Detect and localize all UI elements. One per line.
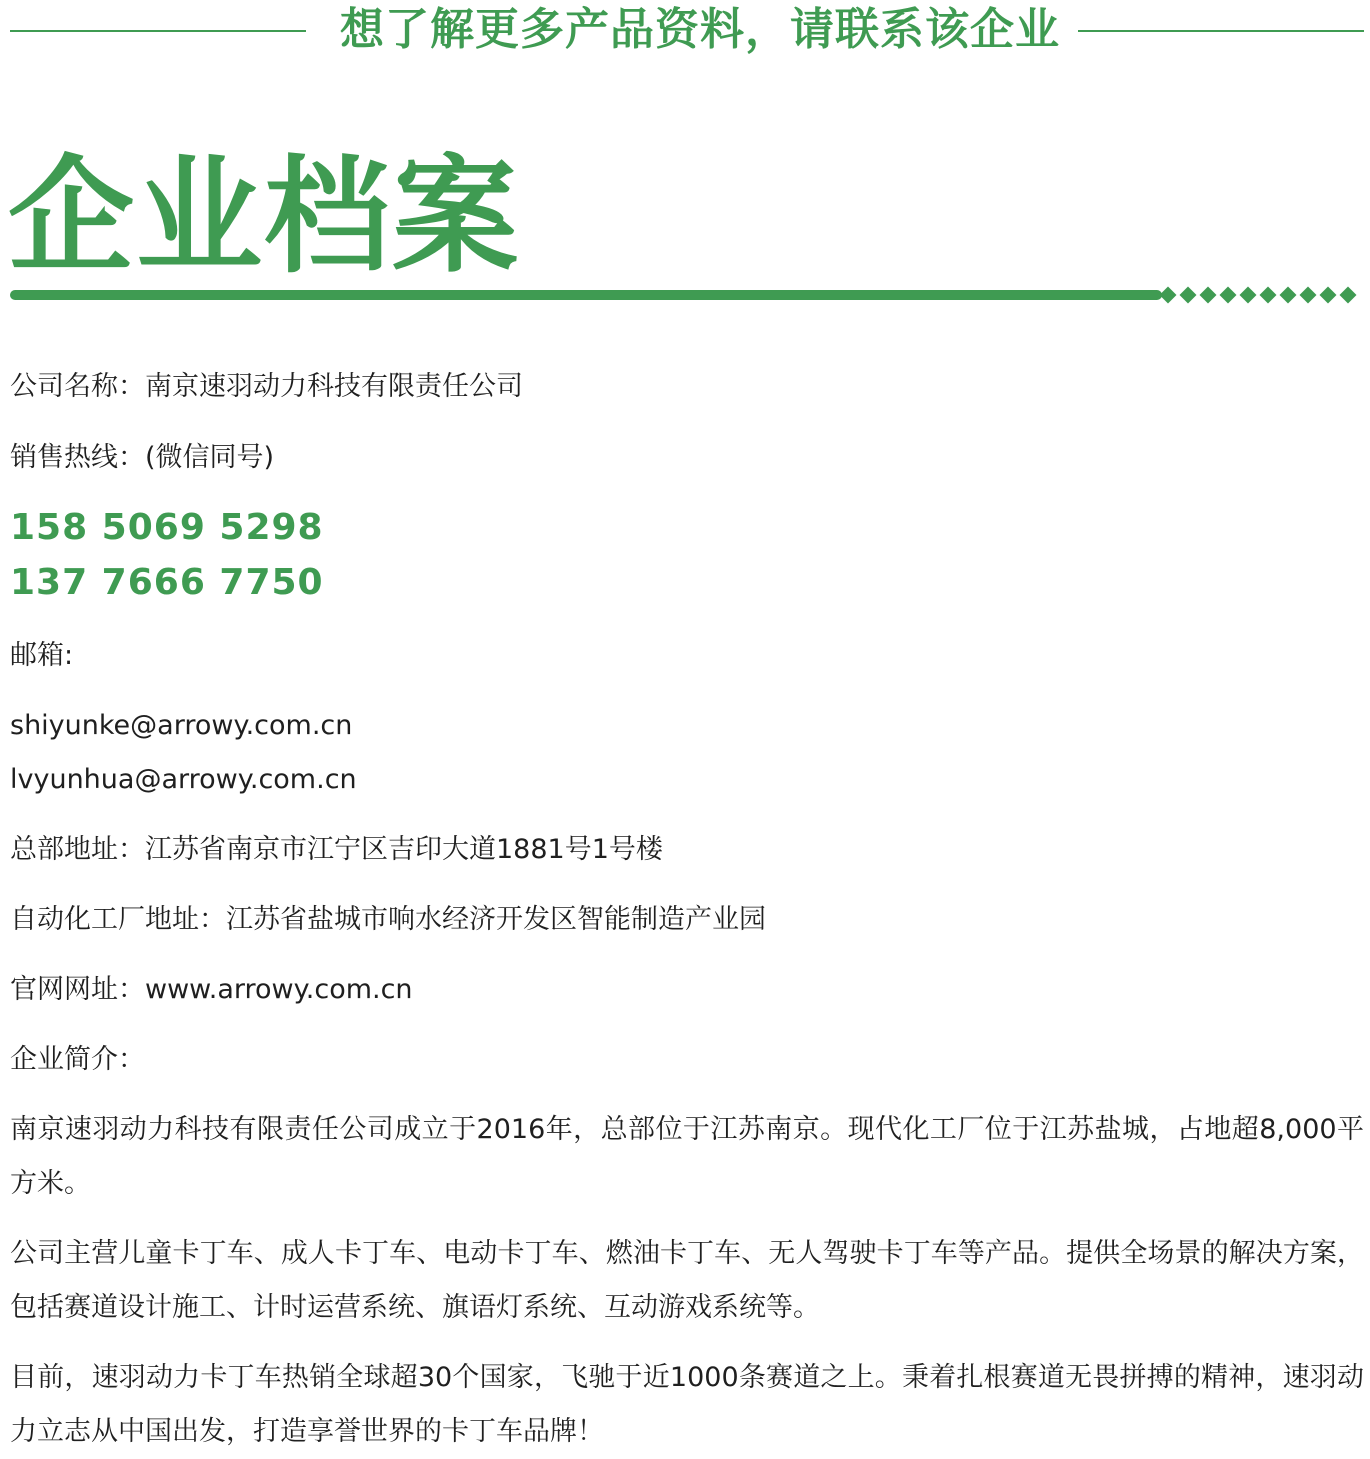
hq-address-label: 总部地址： (10, 834, 145, 865)
email-link[interactable]: lvyunhua@arrowy.com.cn (10, 764, 357, 795)
email-link[interactable]: shiyunke@arrowy.com.cn (10, 710, 353, 741)
hotline-label: 销售热线：(微信同号) (10, 442, 275, 473)
factory-address: 江苏省盐城市响水经济开发区智能制造产业园 (226, 904, 766, 935)
website-row (10, 972, 413, 1008)
intro-paragraph: 南京速羽动力科技有限责任公司成立于2016年，总部位于江苏南京。现代化工厂位于江苏盐城，占地超8,000平方米。 (10, 1114, 1364, 1199)
factory-address-row (10, 902, 766, 938)
banner-right-rule (1078, 30, 1364, 32)
hq-address: 江苏省南京市江宁区吉印大道1881号1号楼 (145, 834, 663, 865)
company-name: 南京速羽动力科技有限责任公司 (145, 371, 523, 402)
company-name-row (10, 369, 523, 405)
intro-paragraph: 公司主营儿童卡丁车、成人卡丁车、电动卡丁车、燃油卡丁车、无人驾驶卡丁车等产品。提供全场景的解决方案，包括赛道设计施工、计时运营系统、旗语灯系统、互动游戏系统等。 (10, 1238, 1364, 1323)
company-name-label: 公司名称： (10, 371, 145, 402)
factory-address-label: 自动化工厂地址： (10, 904, 226, 935)
phone-number[interactable]: 158 5069 5298 (10, 507, 324, 548)
banner-text: 想了解更多产品资料，请联系该企业 (340, 4, 1060, 55)
phone-number[interactable]: 137 7666 7750 (10, 562, 324, 603)
banner-left-rule (10, 30, 306, 32)
title-underline (10, 290, 1162, 300)
top-banner (10, 0, 1364, 64)
website-label: 官网网址： (10, 974, 145, 1005)
diamond-ornament (1160, 286, 1364, 306)
website-link[interactable]: www.arrowy.com.cn (145, 974, 413, 1005)
intro-paragraph: 目前，速羽动力卡丁车热销全球超30个国家，飞驰于近1000条赛道之上。秉着扎根赛道无畏拼搏的精神，速羽动力立志从中国出发，打造享誉世界的卡丁车品牌！ (10, 1362, 1364, 1447)
hq-address-row (10, 832, 663, 868)
section-title: 企业档案 (8, 143, 520, 290)
intro-label: 企业简介： (10, 1044, 145, 1075)
email-label: 邮箱: (10, 640, 74, 671)
